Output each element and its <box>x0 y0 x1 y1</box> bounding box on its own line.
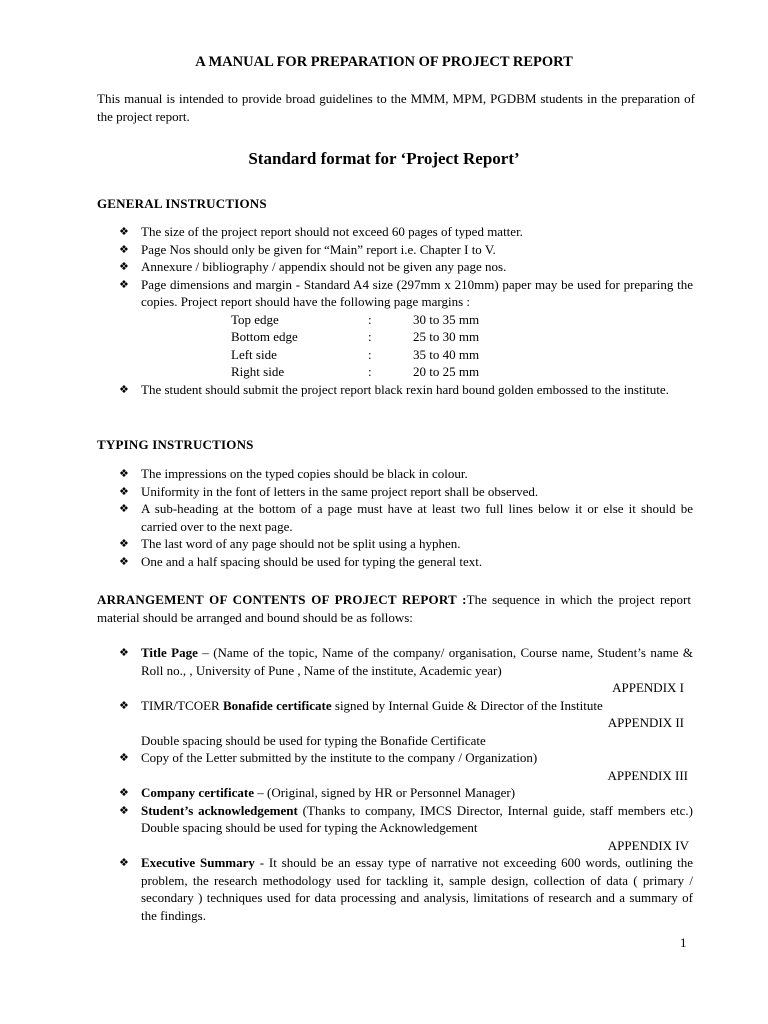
list-item: ❖ Annexure / bibliography / appendix should not be given any page nos. <box>119 259 507 274</box>
appendix-label: APPENDIX II <box>607 715 684 730</box>
diamond-bullet-icon: ❖ <box>119 537 129 550</box>
appendix-label: APPENDIX IV <box>607 837 689 853</box>
list-item: ❖ The size of the project report should not exceed 60 pages of typed matter. <box>119 224 523 239</box>
intro-paragraph: This manual is intended to provide broad guidelines to the MMM, MPM, PGDBM students in the preparation of the project report. <box>97 91 695 124</box>
table-row: Left side : 35 to 40 mm <box>231 346 480 362</box>
list-item: ❖ A sub-heading at the bottom of a page must have at least two full lines below it or else it should be carried over to the next page. <box>119 501 693 534</box>
diamond-bullet-icon: ❖ <box>119 554 129 568</box>
table-row: Top edge : 30 to 35 mm <box>231 311 480 327</box>
list-item: ❖ The last word of any page should not be split using a hyphen. <box>119 536 461 551</box>
appendix-label: APPENDIX I <box>612 680 684 695</box>
diamond-bullet-icon: ❖ <box>119 751 129 764</box>
diamond-bullet-icon: ❖ <box>119 502 129 515</box>
page-margins-table <box>231 311 479 381</box>
standard-format-title: Standard format for ‘Project Report’ <box>248 149 520 168</box>
list-item-company-certificate: ❖ Company certificate – (Original, signed by HR or Personnel Manager) <box>119 785 516 800</box>
list-item-bonafide: ❖ TIMR/TCOER Bonafide certificate signed by Internal Guide & Director of the Institute APPENDIX II Double spacing should be used for typing the Bonafide Certificate <box>97 697 693 750</box>
diamond-bullet-icon: ❖ <box>119 225 129 238</box>
typing-instructions-heading: TYPING INSTRUCTIONS <box>97 437 254 452</box>
table-row: Right side : 20 to 25 mm <box>231 364 480 379</box>
list-item: ❖ The student should submit the project report black rexin hard bound golden embossed to the institute. <box>119 381 669 397</box>
list-item-acknowledgement: ❖ Student’s acknowledgement (Thanks to company, IMCS Director, Internal guide, staff members etc.) Double spacing should be used for typing the Acknowledgement APPENDIX IV <box>119 802 693 853</box>
diamond-bullet-icon: ❖ <box>119 484 129 498</box>
diamond-bullet-icon: ❖ <box>119 803 129 817</box>
general-instructions-heading: GENERAL INSTRUCTIONS <box>97 196 267 211</box>
diamond-bullet-icon: ❖ <box>119 786 129 799</box>
document-title: A MANUAL FOR PREPARATION OF PROJECT REPORT <box>195 54 573 70</box>
diamond-bullet-icon: ❖ <box>119 277 129 291</box>
diamond-bullet-icon: ❖ <box>119 260 129 273</box>
list-item: ❖ One and a half spacing should be used for typing the general text. <box>119 553 483 569</box>
table-row: Bottom edge : 25 to 30 mm <box>231 329 480 344</box>
arrangement-heading: ARRANGEMENT OF CONTENTS OF PROJECT REPORT : <box>97 592 467 607</box>
list-item-letter: ❖ Copy of the Letter submitted by the institute to the company / Organization) APPENDIX III <box>97 749 693 784</box>
diamond-bullet-icon: ❖ <box>119 382 129 396</box>
list-item: ❖ Page Nos should only be given for “Main” report i.e. Chapter I to V. <box>119 241 496 257</box>
list-item: ❖ Page dimensions and margin - Standard A4 size (297mm x 210mm) paper may be used for preparing the copies. Project report should have the following page margins : Top edge : 30 to 35 mm Bottom edge : 25 to 30 mm Left side : 35 to 40 mm Right side : 20 to 25 mm <box>119 276 693 379</box>
diamond-bullet-icon: ❖ <box>119 698 129 712</box>
general-instructions-list <box>97 223 693 398</box>
appendix-label: APPENDIX III <box>607 767 688 783</box>
list-item: ❖ Uniformity in the font of letters in the same project report shall be observed. <box>119 483 539 499</box>
arrangement-paragraph: ARRANGEMENT OF CONTENTS OF PROJECT REPORT :The sequence in which the project report material should be arranged and bound should be as follows: <box>97 592 691 625</box>
diamond-bullet-icon: ❖ <box>119 467 129 480</box>
diamond-bullet-icon: ❖ <box>119 646 129 659</box>
arrangement-list <box>97 644 693 924</box>
diamond-bullet-icon: ❖ <box>119 242 129 256</box>
list-item-executive-summary: ❖ Executive Summary - It should be an essay type of narrative not exceeding 600 words, outlining the problem, the research methodology used for tackling it, sample design, collection of data ( primary / secondary ) techniques used for data processing and analysis, limitations of research and a summary of the findings. <box>119 855 693 923</box>
diamond-bullet-icon: ❖ <box>119 856 129 869</box>
list-item-title-page: ❖ Title Page – (Name of the topic, Name of the company/ organisation, Course name, Student’s name & Roll no., , University of Pune , Name of the institute, Academic year) APPENDIX I <box>119 645 693 695</box>
page-number: 1 <box>680 935 687 950</box>
list-item: ❖ The impressions on the typed copies should be black in colour. <box>119 466 468 481</box>
bonafide-note: Double spacing should be used for typing the Bonafide Certificate <box>141 732 486 748</box>
typing-instructions-list <box>97 465 693 570</box>
